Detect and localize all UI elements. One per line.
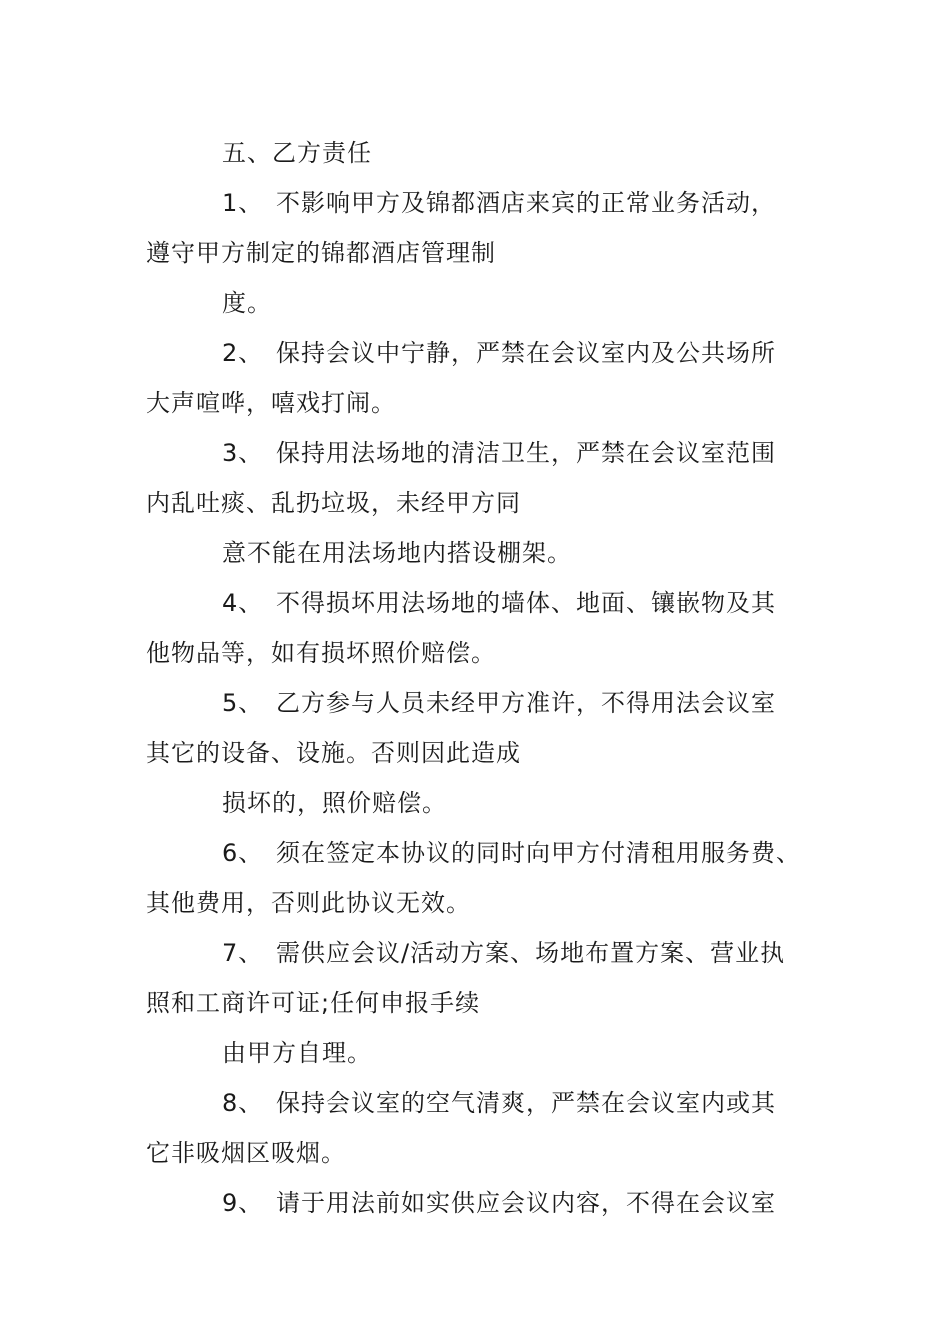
item-7-line-3: 由甲方自理。 <box>222 1039 372 1067</box>
item-8-number: 8、 <box>222 1089 264 1117</box>
item-2-line-1 <box>222 337 776 369</box>
item-8-line-2: 它非吸烟区吸烟。 <box>146 1139 346 1167</box>
item-4-line-2: 他物品等，如有损坏照价赔偿。 <box>146 639 496 667</box>
item-5-number: 5、 <box>222 689 264 717</box>
item-2-number: 2、 <box>222 339 264 367</box>
item-1-line-1 <box>222 187 776 219</box>
item-5-line-2: 其它的设备、设施。否则因此造成 <box>146 739 521 767</box>
item-4-line-1 <box>222 587 776 619</box>
item-1-line-2: 遵守甲方制定的锦都酒店管理制 <box>146 239 496 267</box>
item-3-text: 保持用法场地的清洁卫生，严禁在会议室范围 <box>276 439 776 467</box>
item-5-line-1 <box>222 687 776 719</box>
item-7-number: 7、 <box>222 939 264 967</box>
item-1-number: 1、 <box>222 189 264 217</box>
item-6-text: 须在签定本协议的同时向甲方付清租用服务费、 <box>276 839 801 867</box>
item-2-line-2: 大声喧哗，嘻戏打闹。 <box>146 389 396 417</box>
item-6-number: 6、 <box>222 839 264 867</box>
item-8-text: 保持会议室的空气清爽，严禁在会议室内或其 <box>276 1089 776 1117</box>
item-3-line-1 <box>222 437 776 469</box>
item-9-text: 请于用法前如实供应会议内容，不得在会议室 <box>276 1189 776 1217</box>
item-5-text: 乙方参与人员未经甲方准许，不得用法会议室 <box>276 689 776 717</box>
section-title: 五、乙方责任 <box>222 139 372 167</box>
item-4-text: 不得损坏用法场地的墙体、地面、镶嵌物及其 <box>276 589 776 617</box>
item-1-text: 不影响甲方及锦都酒店来宾的正常业务活动， <box>276 189 776 217</box>
item-3-line-3: 意不能在用法场地内搭设棚架。 <box>222 539 572 567</box>
item-6-line-1 <box>222 837 801 869</box>
item-8-line-1 <box>222 1087 776 1119</box>
item-4-number: 4、 <box>222 589 264 617</box>
item-3-line-2: 内乱吐痰、乱扔垃圾，未经甲方同 <box>146 489 521 517</box>
item-1-line-3: 度。 <box>222 289 272 317</box>
item-9-number: 9、 <box>222 1189 264 1217</box>
item-2-text: 保持会议中宁静，严禁在会议室内及公共场所 <box>276 339 776 367</box>
item-9-line-1 <box>222 1187 776 1219</box>
item-3-number: 3、 <box>222 439 264 467</box>
item-5-line-3: 损坏的，照价赔偿。 <box>222 789 447 817</box>
item-7-text: 需供应会议/活动方案、场地布置方案、营业执 <box>276 939 786 967</box>
item-7-line-2: 照和工商许可证;任何申报手续 <box>146 989 481 1017</box>
item-7-line-1 <box>222 937 785 969</box>
item-6-line-2: 其他费用，否则此协议无效。 <box>146 889 471 917</box>
